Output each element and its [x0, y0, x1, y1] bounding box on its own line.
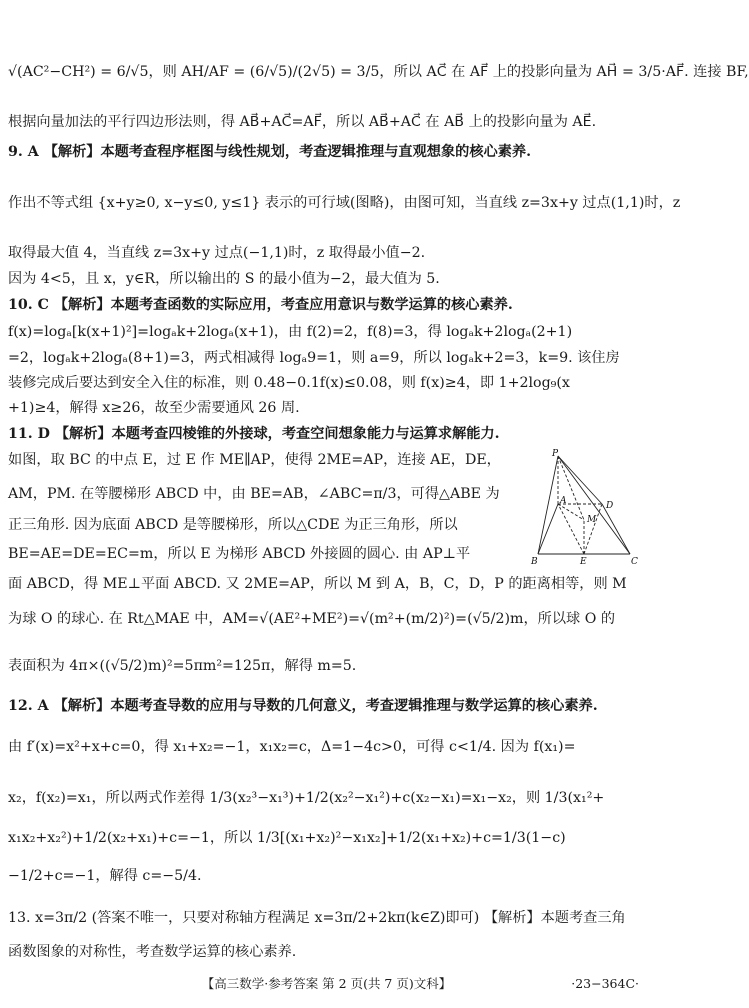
footer-center: 【高三数学·参考答案 第 2 页(共 7 页)文科】: [201, 976, 452, 991]
q9-heading: 9. A 【解析】本题考查程序框图与线性规划，考查逻辑推理与直观想象的核心素养.: [8, 144, 532, 160]
line-21: 由 f′(x)=x²+x+c=0，得 x₁+x₂=−1，x₁x₂=c，Δ=1−4c>0，可得 c<1/4. 因为 f(x₁)=: [8, 739, 576, 755]
label-C: C: [631, 557, 638, 567]
line-18: 为球 O 的球心. 在 Rt△MAE 中，AM=√(AE²+ME²)=√(m²+(m/2)²)=(√5/2)m，所以球 O 的: [8, 611, 616, 627]
page-footer: [0, 974, 653, 994]
line-15: 正三角形. 因为底面 ABCD 是等腰梯形，所以△CDE 为正三角形，所以: [8, 517, 458, 533]
line-5: 取得最大值 4，当直线 z=3x+y 过点(−1,1)时，z 取得最小值−2.: [8, 245, 426, 261]
segment-PM: [558, 456, 584, 520]
line-19: 表面积为 4π×((√5/2)m)²=5πm²=125π，解得 m=5.: [8, 658, 357, 674]
line-17: 面 ABCD，得 ME⊥平面 ABCD. 又 2ME=AP，所以 M 到 A，B，C，D，P 的距离相等，则 M: [8, 576, 627, 592]
line-2: 根据向量加法的平行四边形法则，得 AB⃗+AC⃗=AF⃗，所以 AB⃗+AC⃗ 在 AB⃗ 上的投影向量为 AE⃗.: [8, 114, 597, 130]
line-16: BE=AE=DE=EC=m，所以 E 为梯形 ABCD 外接圆的圆心. 由 AP⊥平: [8, 546, 471, 562]
line-23: x₁x₂+x₂²)+1/2(x₂+x₁)+c=−1，所以 1/3[(x₁+x₂)²−x₁x₂]+1/2(x₁+x₂)+c=1/3(1−c): [8, 830, 566, 846]
segment-ED: [584, 504, 602, 554]
line-10: 装修完成后要达到安全入住的标准，则 0.48−0.1f(x)≤0.08，则 f(x)≥4，即 1+2log₉(x: [8, 375, 570, 391]
q10-heading: 10. C 【解析】本题考查函数的实际应用，考查应用意识与数学运算的核心素养.: [8, 297, 513, 313]
edge-DC: [602, 504, 630, 554]
label-B: B: [531, 557, 538, 567]
line-4: 作出不等式组 {x+y≥0, x−y≤0, y≤1} 表示的可行域(图略)，由图可知，当直线 z=3x+y 过点(1,1)时，z: [8, 195, 681, 211]
line-9: =2，logₐk+2logₐ(8+1)=3，两式相减得 logₐ9=1，则 a=9，所以 logₐk+2=3，k=9. 该住房: [8, 350, 620, 366]
label-D: D: [606, 501, 614, 511]
q11-heading: 11. D 【解析】本题考查四棱锥的外接球，考查空间想象能力与运算求解能力.: [8, 426, 500, 442]
label-M: M: [587, 515, 597, 525]
footer-page-code: ·23−364C·: [571, 976, 639, 991]
line-22: x₂，f(x₂)=x₁，所以两式作差得 1/3(x₂³−x₁³)+1/2(x₂²−x₁²)+c(x₂−x₁)=x₁−x₂，则 1/3(x₁²+: [8, 790, 605, 806]
line-26: 函数图象的对称性，考查数学运算的核心素养.: [8, 944, 297, 960]
edge-PC: [558, 456, 630, 554]
label-P: P: [552, 449, 559, 459]
line-8: f(x)=logₐ[k(x+1)²]=logₐk+2logₐ(x+1)，由 f(2)=2，f(8)=3，得 logₐk+2logₐ(2+1): [8, 324, 573, 340]
line-11: +1)≥4，解得 x≥26，故至少需要通风 26 周.: [8, 400, 300, 416]
pyramid-figure: [530, 450, 642, 568]
edge-PB: [538, 456, 558, 554]
line-6: 因为 4<5，且 x，y∈R，所以输出的 S 的最小值为−2，最大值为 5.: [8, 271, 440, 287]
line-13: 如图，取 BC 的中点 E，过 E 作 ME∥AP，使得 2ME=AP，连接 AE，DE，: [8, 452, 501, 468]
label-A: A: [560, 496, 567, 506]
line-24: −1/2+c=−1，解得 c=−5/4.: [8, 868, 202, 884]
edge-BA: [538, 504, 558, 554]
q13-line: 13. x=3π/2 (答案不唯一，只要对称轴方程满足 x=3π/2+2kπ(k∈Z)即可) 【解析】本题考查三角: [8, 910, 626, 926]
line-1: √(AC²−CH²) = 6/√5，则 AH/AF = (6/√5)/(2√5) = 3/5，所以 AC⃗ 在 AF⃗ 上的投影向量为 AH⃗ = 3/5·AF⃗. 连接 BF,: [8, 64, 749, 80]
q12-heading: 12. A 【解析】本题考查导数的应用与导数的几何意义，考查逻辑推理与数学运算的核心素养.: [8, 698, 598, 714]
line-14: AM，PM. 在等腰梯形 ABCD 中，由 BE=AB，∠ABC=π/3，可得△ABE 为: [8, 486, 500, 502]
label-E: E: [580, 557, 587, 567]
